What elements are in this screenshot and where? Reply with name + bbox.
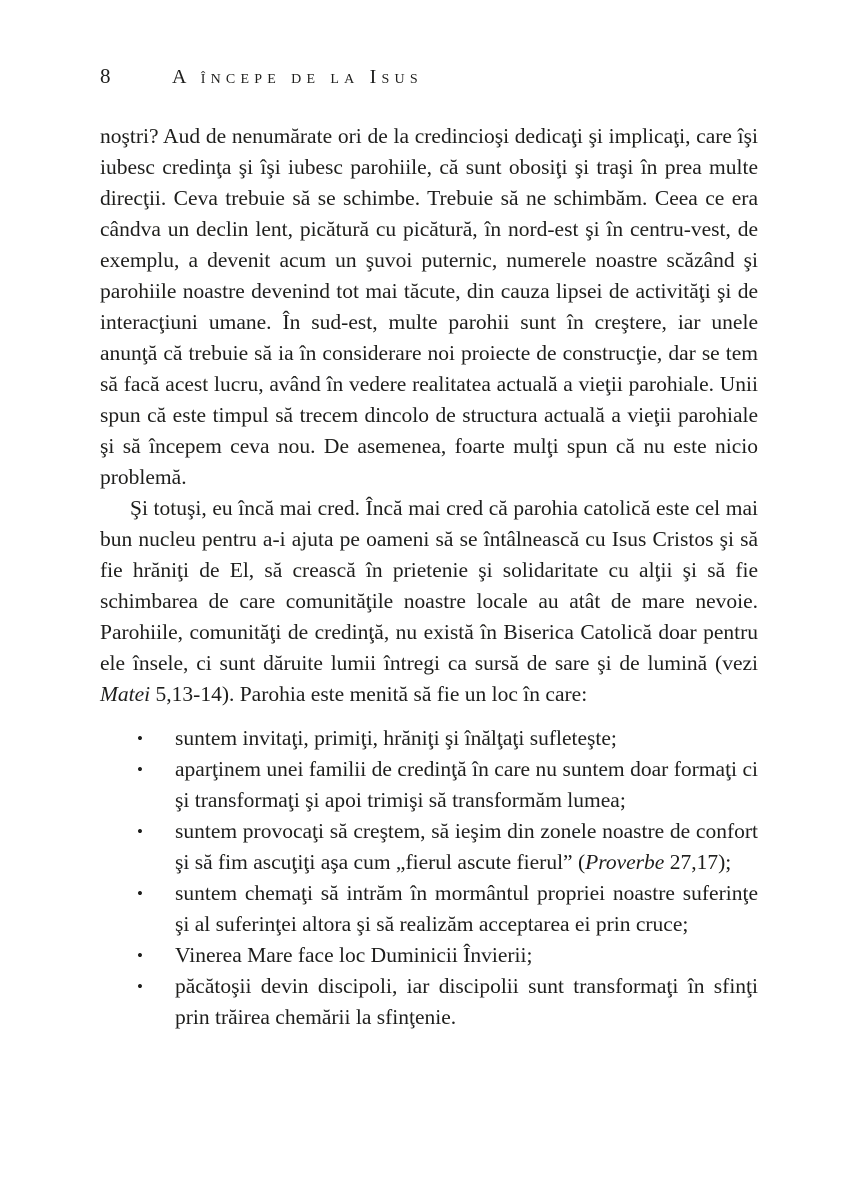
bullet-icon: • xyxy=(137,729,143,748)
bullet-icon: • xyxy=(137,760,143,779)
list-item-text: suntem invitaţi, primiţi, hrăniţi şi înălţaţi sufleteşte; xyxy=(175,726,617,750)
bullet-icon: • xyxy=(137,977,143,996)
list-item xyxy=(137,878,758,940)
list-item xyxy=(137,971,758,1033)
list-item-text: păcătoşii devin discipoli, iar discipolii sunt transformaţi în sfinţi prin trăirea chemării la sfinţenie. xyxy=(175,974,758,1029)
list-item-text: suntem provocaţi să creştem, să ieşim din zonele noastre de confort şi să fim ascuţiţi aşa cum „fierul ascute fierul” (Proverbe 27,17); xyxy=(175,819,758,874)
list-item-text: Vinerea Mare face loc Duminicii Învierii; xyxy=(175,943,533,967)
bullet-icon: • xyxy=(137,822,143,841)
list-item-text: aparţinem unei familii de credinţă în care nu suntem doar formaţi ci şi transformaţi şi apoi trimişi să transformăm lumea; xyxy=(175,757,758,812)
paragraph-continuation: noştri? Aud de nenumărate ori de la credincioşi dedicaţi şi implicaţi, care îşi iubesc credinţa şi îşi iubesc parohiile, că sunt obosiţi şi traşi în prea multe direcţii. Ceva trebuie să se schimbe. Trebuie să ne schimbăm. Ceea ce era cândva un declin lent, picătură cu picătură, în nord-est şi în centru-vest, de exemplu, a devenit acum un şuvoi puternic, numerele noastre scăzând şi parohiile noastre devenind tot mai tăcute, din cauza lipsei de activităţi şi de interacţiuni umane. În sud-est, multe parohii sunt în creştere, iar unele anunţă că trebuie să ia în considerare noi proiecte de construcţie, dar se tem să facă acest lucru, având în vedere realitatea actuală a vieţii parohiale. Unii spun că este timpul să trecem dincolo de structura actuală a vieţii parohiale şi să începem ceva nou. De asemenea, foarte mulţi spun că nu este nicio problemă. xyxy=(100,124,758,489)
bullet-icon: • xyxy=(137,884,143,903)
page-number: 8 xyxy=(100,64,111,88)
page-header xyxy=(100,64,758,89)
list-item xyxy=(137,940,758,971)
running-title: A începe de la Isus xyxy=(172,66,423,88)
list-item-text: suntem chemaţi să intrăm în mormântul propriei noastre suferinţe şi al suferinţei altora şi să realizăm acceptarea ei prin cruce; xyxy=(175,881,758,936)
bullet-list xyxy=(100,723,758,1033)
list-item xyxy=(137,754,758,816)
paragraph-second: Şi totuşi, eu încă mai cred. Încă mai cred că parohia catolică este cel mai bun nucleu pentru a-i ajuta pe oameni să se întâlnească cu Isus Cristos şi să fie hrăniţi de El, să crească în prietenie şi solidaritate cu alţii şi să fie schimbarea de care comunităţile noastre locale au atât de mare nevoie. Parohiile, comunităţi de credinţă, nu există în Biserica Catolică doar pentru ele însele, ci sunt dăruite lumii întregi ca sursă de sare şi de lumină (vezi Matei 5,13-14). Parohia este menită să fie un loc în care: xyxy=(100,496,758,706)
list-item xyxy=(137,723,758,754)
bullet-icon: • xyxy=(137,946,143,965)
page-body xyxy=(100,121,758,1033)
list-item xyxy=(137,816,758,878)
